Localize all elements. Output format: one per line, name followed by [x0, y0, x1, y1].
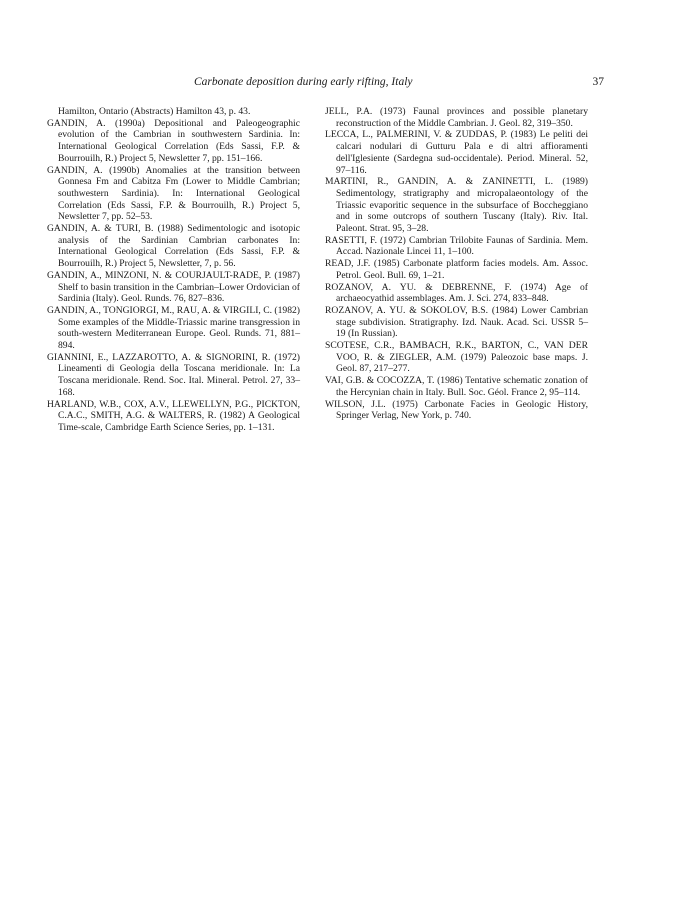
- references-right-column: [325, 106, 588, 422]
- reference-entry: JELL, P.A. (1973) Faunal provinces and possible planetary reconstruction of the Middle Cambrian. J. Geol. 82, 319–350.: [325, 106, 588, 129]
- reference-entry: GANDIN, A. (1990b) Anomalies at the transition between Gonnesa Fm and Cabitza Fm (Lower to Middle Cambrian; southwestern Sardinia). In: International Geological Correlation (Eds Sassi, F.P. & Bourrouilh, R.) Project 5, Newsletter 7, pp. 52–53.: [47, 164, 300, 223]
- reference-entry: GANDIN, A. & TURI, B. (1988) Sedimentologic and isotopic analysis of the Sardinian Cambrian carbonates In: International Geological Correlation (Eds Sassi, F.P. & Bourrouilh, R.) Project 5, Newsletter, 7, p. 56.: [47, 223, 300, 270]
- reference-entry: GIANNINI, E., LAZZAROTTO, A. & SIGNORINI, R. (1972) Lineamenti di Geologia della Toscana meridionale. In: La Toscana meridionale. Rend. Soc. Ital. Mineral. Petrol. 27, 33–168.: [47, 351, 300, 398]
- reference-entry: RASETTI, F. (1972) Cambrian Trilobite Faunas of Sardinia. Mem. Accad. Nazionale Lincei 11, 1–100.: [325, 234, 588, 258]
- reference-entry: GANDIN, A. (1990a) Depositional and Paleogeographic evolution of the Cambrian in southwestern Sardinia. In: International Geological Correlation (Eds Sassi, F.P. & Bourrouilh, R.) Project 5, Newsletter 7, pp. 151–166.: [47, 117, 300, 164]
- running-head: Carbonate deposition during early rifting, Italy: [194, 76, 413, 88]
- reference-entry: GANDIN, A., TONGIORGI, M., RAU, A. & VIRGILI, C. (1982) Some examples of the Middle-Triassic marine transgression in south-western Mediterranean Europe. Geol. Runds. 71, 881–894.: [47, 304, 300, 352]
- reference-entry: ROZANOV, A. YU. & SOKOLOV, B.S. (1984) Lower Cambrian stage subdivision. Stratigraphy. Izd. Nauk. Acad. Sci. USSR 5–19 (In Russian).: [325, 304, 588, 340]
- reference-entry: WILSON, J.L. (1975) Carbonate Facies in Geologic History, Springer Verlag, New York, p. 740.: [325, 398, 588, 422]
- reference-entry: READ, J.F. (1985) Carbonate platform facies models. Am. Assoc. Petrol. Geol. Bull. 69, 1–21.: [325, 258, 588, 281]
- reference-entry: ROZANOV, A. YU. & DEBRENNE, F. (1974) Age of archaeocyathid assemblages. Am. J. Sci. 274, 833–848.: [325, 281, 588, 305]
- reference-entry: MARTINI, R., GANDIN, A. & ZANINETTI, L. (1989) Sedimentology, stratigraphy and micropalaeontology of the Triassic evaporitic sequence in the subsurface of Boccheggiano and in some outcrops of southern Tuscany (Italy). Riv. Ital. Paleont. Strat. 95, 3–28.: [325, 176, 588, 235]
- reference-entry: Hamilton, Ontario (Abstracts) Hamilton 43, p. 43.: [58, 106, 251, 117]
- reference-entry: GANDIN, A., MINZONI, N. & COURJAULT-RADE, P. (1987) Shelf to basin transition in the Cambrian–Lower Ordovician of Sardinia (Italy). Geol. Runds. 76, 827–836.: [47, 269, 300, 305]
- reference-entry: LECCA, L., PALMERINI, V. & ZUDDAS, P. (1983) Le peliti dei calcari nodulari di Gutturu Pala e di altri affioramenti dell'Iglesiente (Sardegna sud-occidentale). Period. Mineral. 52, 97–116.: [325, 129, 588, 176]
- page-header: [44, 76, 604, 92]
- references-left-column: [47, 106, 300, 434]
- page-number: 37: [592, 76, 604, 88]
- reference-entry: VAI, G.B. & COCOZZA, T. (1986) Tentative schematic zonation of the Hercynian chain in Italy. Bull. Soc. Géol. France 2, 95–114.: [325, 375, 588, 398]
- reference-entry: SCOTESE, C.R., BAMBACH, R.K., BARTON, C., VAN DER VOO, R. & ZIEGLER, A.M. (1979) Paleozoic base maps. J. Geol. 87, 217–277.: [325, 340, 588, 375]
- reference-entry: HARLAND, W.B., COX, A.V., LLEWELLYN, P.G., PICKTON, C.A.C., SMITH, A.G. & WALTERS, R. (1982) A Geological Time-scale, Cambridge Earth Science Series, pp. 1–131.: [47, 398, 300, 433]
